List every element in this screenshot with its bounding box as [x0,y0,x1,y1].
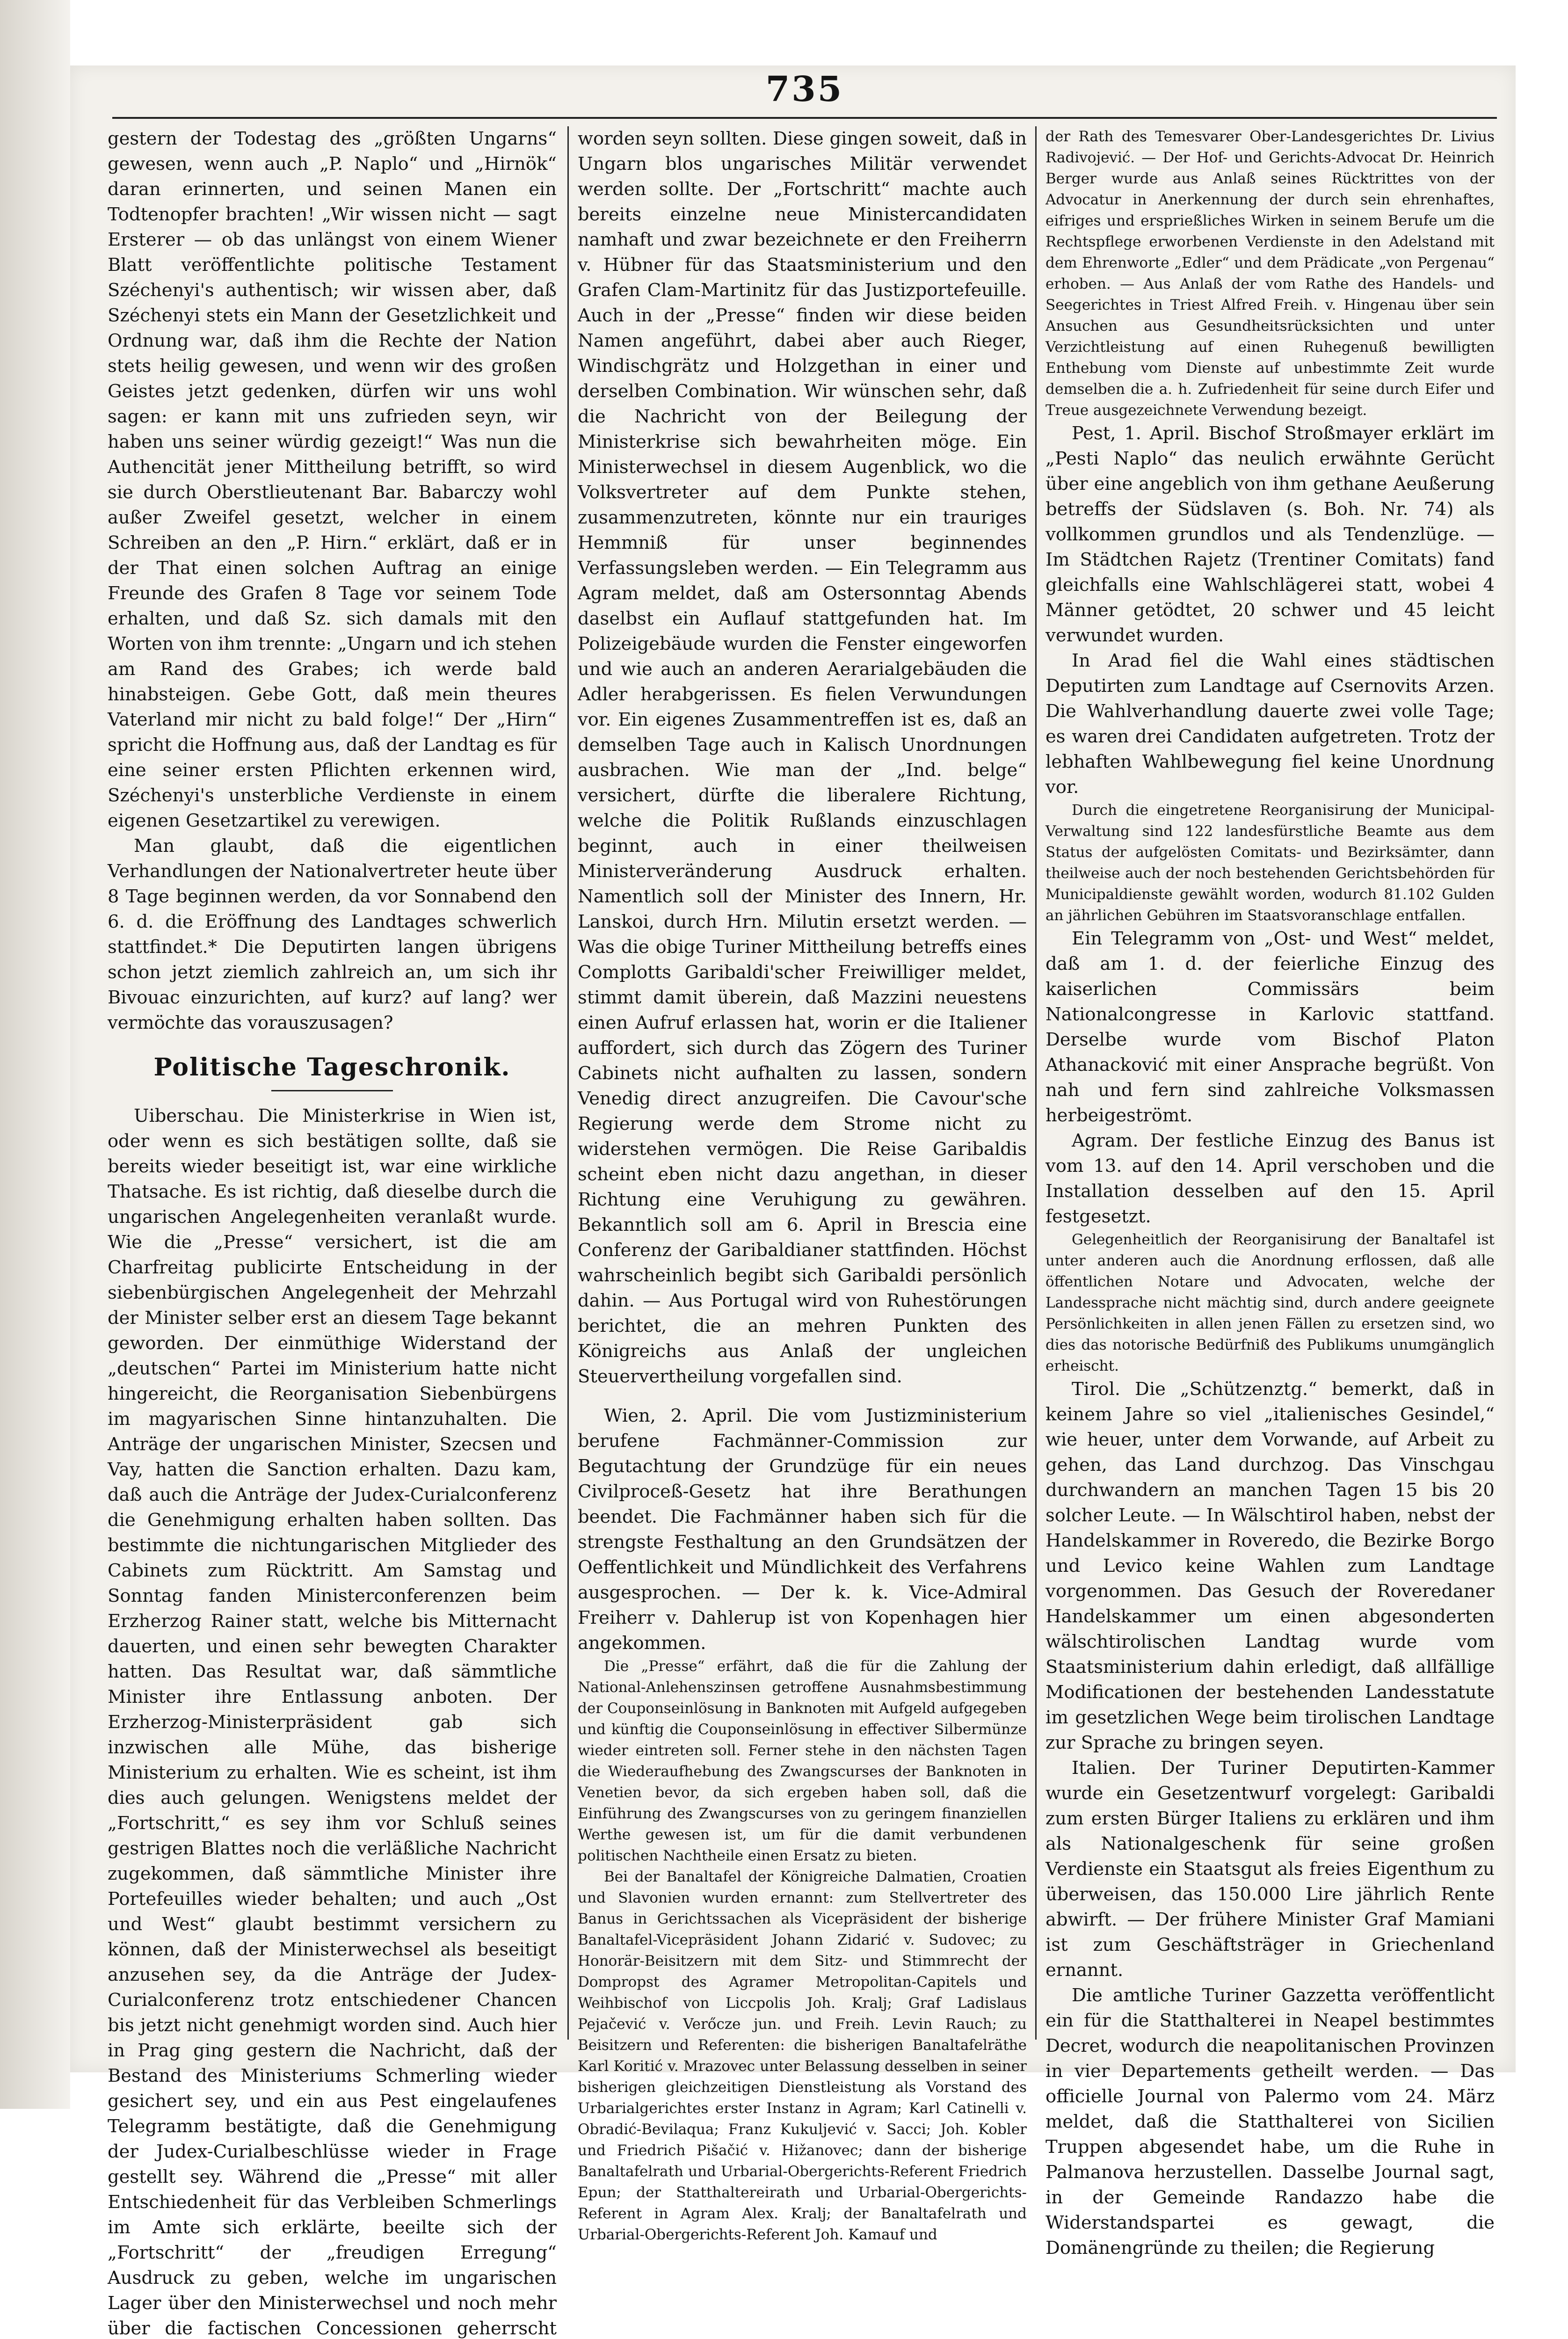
paragraph: Italien. Der Turiner Deputirten-Kammer wurde ein Gesetzentwurf vorgelegt: Garibaldi zum ersten Bürger Italiens zu erklären und ihm als Nationalgeschenk für seine großen Verdienste ein Staatsgut als freies Eigenthum zu überweisen, das 150.000 Lire jährlich Rente abwirft. — Der frühere Minister Graf Mamiani ist zum Geschäftsträger in Griechenland ernannt. [1045,1758,1495,1981]
paragraph: gestern der Todestag des „größten Ungarns“ gewesen, wenn auch „P. Naplo“ und „Hirnök“ daran erinnerten, und seinen Manen ein Todtenopfer brachten! „Wir wissen nicht — sagt Ersterer — ob das unlängst von einem Wiener Blatt veröffentlichte politische Testament Széchenyi's authentisch; wir wissen aber, daß Széchenyi stets ein Mann der Gesetzlichkeit und Ordnung war, daß ihm die Rechte der Nation stets heilig gewesen, und wenn wir des großen Geistes jetzt gedenken, dürfen wir uns wohl sagen: er kann mit uns zufrieden seyn, wir haben uns seiner würdig gezeigt!“ Was nun die Authencität jener Mittheilung betrifft, so wird sie durch Oberstlieutenant Bar. Babarczy wohl außer Zweifel gesetzt, welcher in einem Schreiben an den „P. Hirn.“ erklärt, daß er in der That einen solchen Auftrag an einige Freunde des Grafen 8 Tage vor seinem Tode erhalten, und daß Sz. sich damals mit den Worten von ihm trennte: „Ungarn und ich stehen am Rand des Grabes; ich werde bald hinabsteigen. Gebe Gott, daß mein theures Vaterland mir nicht zu bald folge!“ Der „Hirn“ spricht die Hoffnung aus, daß der Landtag es für eine seiner ersten Pflichten erkennen wird, Széchenyi's unsterbliche Verdienste in einem eigenen Gesetzartikel zu verewigen. [108,128,557,831]
page-number: 735 [765,69,844,109]
column-3 [1045,126,1495,2259]
paragraph: Agram. Der festliche Einzug des Banus ist vom 13. auf den 14. April verschoben und die Installation desselben auf den 15. April festgesetzt. [1045,1130,1495,1227]
column-rule [1035,126,1037,2040]
column-1 [108,126,557,2339]
heading-rule [271,1090,393,1091]
paragraph: Wien, 2. April. Die vom Justizministerium berufene Fachmänner-Commission zur Begutachtung der Grundzüge für ein neues Civilproceß-Gesetz hat ihre Berathungen beendet. Die Fachmänner haben sich für die strengste Festhaltung an den Grundsätzen der Oeffentlichkeit und Mündlichkeit des Verfahrens ausgesprochen. — Der k. k. Vice-Admiral Freiherr v. Dahlerup ist von Kopenhagen hier angekommen. [578,1405,1027,1654]
header-rule [112,117,1497,119]
paragraph: Die amtliche Turiner Gazzetta veröffentlicht ein für die Statthalterei in Neapel bestimmtes Decret, wodurch die neapolitanischen Provinzen in vier Departements getheilt werden. — Das officielle Journal von Palermo vom 24. März meldet, daß die Statthalterei von Sicilien Truppen abgesendet habe, um die Ruhe in Palmanova herzustellen. Dasselbe Journal sagt, in der Gemeinde Randazzo habe die Widerstandspartei es gewagt, die Domänengründe zu theilen; die Regierung [1045,1985,1495,2259]
paragraph: Uiberschau. Die Ministerkrise in Wien ist, oder wenn es sich bestätigen sollte, daß sie bereits wieder beseitigt ist, war eine wirkliche Thatsache. Es ist richtig, daß dieselbe durch die ungarischen Angelegenheiten veranlaßt wurde. Wie die „Presse“ versichert, ist die am Charfreitag publicirte Entscheidung in der siebenbürgischen Angelegenheit der Mehrzahl der Minister selber erst an diesem Tage bekannt geworden. Der einmüthige Widerstand der „deutschen“ Partei im Ministerium hatte nicht hingereicht, die Reorganisation Siebenbürgens im magyarischen Sinne hintanzuhalten. Die Anträge der ungarischen Minister, Szecsen und Vay, hatten die Sanction erhalten. Dazu kam, daß auch die Anträge der Judex-Curialconferenz die Genehmigung erhalten haben sollten. Das bestimmte die nichtungarischen Mitglieder des Cabinets zum Rücktritt. Am Samstag und Sonntag fanden Ministerconferenzen beim Erzherzog Rainer statt, welche bis Mitternacht dauerten, und einen sehr bewegten Charakter hatten. Das Resultat war, daß sämmtliche Minister ihre Entlassung anboten. Der Erzherzog-Ministerpräsident gab sich inzwischen alle Mühe, das bisherige Ministerium zu erhalten. Wie es scheint, ist ihm dies auch gelungen. Wenigstens meldet der „Fortschritt,“ es sey ihm vor Schluß seines gestrigen Blattes noch die verläßliche Nachricht zugekommen, daß sämmtliche Minister ihre Portefeuilles wieder behalten; und auch „Ost und West“ glaubt bestimmt versichern zu können, daß der Ministerwechsel als beseitigt anzusehen sey, da die Anträge der Judex-Curialconferenz trotz entschiedener Chancen bis jetzt nicht genehmigt worden sind. Auch hier in Prag ging gestern die Nachricht, daß der Bestand des Ministeriums Schmerling wieder gesichert sey, und ein aus Pest eingelaufenes Telegramm bestätigte, daß die Genehmigung der Judex-Curialbeschlüsse wieder in Frage gestellt sey. Während die „Presse“ mit aller Entschiedenheit für das Verbleiben Schmerlings im Amte sich erklärte, beeilte sich der „Fortschritt“ der „freudigen Erregung“ Ausdruck zu geben, welche im ungarischen Lager über den Ministerwechsel und noch mehr über die factischen Concessionen geherrscht [108,1105,557,2339]
paragraph: Ein Telegramm von „Ost- und West“ meldet, daß am 1. d. der feierliche Einzug des kaiserlichen Commissärs beim Nationalcongresse in Karlovic stattfand. Derselbe wurde vom Bischof Platon Athanacković mit einer Ansprache begrüßt. Von nah und fern sind zahlreiche Volksmassen herbeigeströmt. [1045,928,1495,1126]
column-rule [567,126,569,2040]
small-paragraph: Gelegenheitlich der Reorganisirung der Banaltafel ist unter anderen auch die Anordnung erflossen, daß alle öffentlichen Notare und Advocaten, welche der Landessprache nicht mächtig sind, durch andere geeignete Persönlichkeiten in allen jenen Fällen zu ersetzen sind, wo dies das notorische Bedürfniß des Publikums unumgänglich erheischt. [1045,1231,1495,1374]
book-spine-shadow [0,0,70,2109]
paragraph: Man glaubt, daß die eigentlichen Verhandlungen der Nationalvertreter heute über 8 Tage beginnen werden, da vor Sonnabend den 6. d. die Eröffnung des Landtages schwerlich stattfindet.* Die Deputirten langen übrigens schon jetzt ziemlich zahlreich an, um sich ihr Bivouac einzurichten, auf kurz? auf lang? wer vermöchte das vorauszusagen? [108,835,557,1033]
small-paragraph: Die „Presse“ erfährt, daß die für die Zahlung der National-Anlehenszinsen getroffene Ausnahmsbestimmung der Couponseinlösung in Banknoten mit Aufgeld aufgegeben und künftig die Couponseinlösung in effectiver Silbermünze wieder eintreten soll. Ferner stehe in den nächsten Tagen die Wiederaufhebung des Zwangscurses der Banknoten in Venetien bevor, da sich ergeben haben soll, daß die Einführung des Zwangscurses von zu geringem finanziellen Werthe gewesen ist, um für die damit verbundenen politischen Nachtheile einen Ersatz zu bieten. [578,1658,1027,1864]
paragraph: In Arad fiel die Wahl eines städtischen Deputirten zum Landtage auf Csernovits Arzen. Die Wahlverhandlung dauerte zwei volle Tage; es waren drei Candidaten aufgetreten. Trotz der lebhaften Wahlbewegung fiel keine Unordnung vor. [1045,650,1495,798]
small-paragraph: Durch die eingetretene Reorganisirung der Municipal-Verwaltung sind 122 landesfürstliche Beamte aus dem Status der aufgelösten Comitats- und Bezirksämter, dann theilweise auch der noch bestehenden Gerichtsbehörden für Municipaldienste gewählt worden, wodurch 81.102 Gulden an jährlichen Gebühren im Staatsvoranschlage entfallen. [1045,802,1495,924]
paragraph: Pest, 1. April. Bischof Stroßmayer erklärt im „Pesti Naplo“ das neulich erwähnte Gerücht über eine angeblich von ihm gethane Aeußerung betreffs der Südslaven (s. Boh. Nr. 74) als vollkommen grundlos und als Tendenzlüge. — Im Städtchen Rajetz (Trentiner Comitats) fand gleichfalls eine Wahlschlägerei statt, wobei 4 Männer getödtet, 20 schwer und 45 leicht verwundet wurden. [1045,423,1495,646]
newspaper-page [70,65,1516,2339]
section-heading: Politische Tageschronik. [153,1053,511,1082]
paragraph: worden seyn sollten. Diese gingen soweit, daß in Ungarn blos ungarisches Militär verwendet werden sollte. Der „Fortschritt“ machte auch bereits einzelne neue Ministercandidaten namhaft und zwar bezeichnete er den Freiherrn v. Hübner für das Staatsministerium und den Grafen Clam-Martinitz für das Justizportefeuille. Auch in der „Presse“ finden wir diese beiden Namen angeführt, dabei aber auch Rieger, Windischgrätz und Holzgethan in einer und derselben Combination. Wir wünschen sehr, daß die Nachricht von der Beilegung der Ministerkrise sich bewahrheiten möge. Ein Ministerwechsel in diesem Augenblick, wo die Volksvertreter auf dem Punkte stehen, zusammenzutreten, könnte nur ein trauriges Hemmniß für unser beginnendes Verfassungsleben werden. — Ein Telegramm aus Agram meldet, daß am Ostersonntag Abends daselbst ein Auflauf stattgefunden hat. Im Polizeigebäude wurden die Fenster eingeworfen und wie auch an anderen Aerarialgebäuden die Adler herabgerissen. Es fielen Verwundungen vor. Ein eigenes Zusammentreffen ist es, daß an demselben Tage auch in Kalisch Unordnungen ausbrachen. Wie man der „Ind. belge“ versichert, dürfte die liberalere Richtung, welche die Politik Rußlands einzuschlagen beginnt, auch in einer theilweisen Ministerveränderung Ausdruck erhalten. Namentlich soll der Minister des Innern, Hr. Lanskoi, durch Hrn. Milutin ersetzt werden. — Was die obige Turiner Mittheilung betreffs eines Complotts Garibaldi'scher Freiwilliger meldet, stimmt damit überein, daß Mazzini neuestens einen Aufruf erlassen hat, worin er die Italiener auffordert, sich durch das Zögern des Turiner Cabinets nicht aufhalten zu lassen, sondern Venedig direct anzugreifen. Die Cavour'sche Regierung werde dem Strome nicht zu widerstehen vermögen. Die Reise Garibaldis scheint eben nicht dazu angethan, in dieser Richtung eine Veruhigung zu gewähren. Bekanntlich soll am 6. April in Brescia eine Conferenz der Garibaldianer stattfinden. Höchst wahrscheinlich begibt sich Garibaldi persönlich dahin. — Aus Portugal wird von Ruhestörungen berichtet, die an mehren Punkten des Königreichs aus Anlaß der ungleichen Steuervertheilung vorgefallen sind. [578,128,1027,1387]
small-paragraph: Bei der Banaltafel der Königreiche Dalmatien, Croatien und Slavonien wurden ernannt: zum Stellvertreter des Banus in Gerichtssachen als Vicepräsident der bisherige Banaltafel-Vicepräsident Johann Zidarić v. Sudovec; zu Honorär-Beisitzern mit dem Sitz- und Stimmrecht der Dompropst des Agramer Metropolitan-Capitels und Weihbischof von Liccpolis Joh. Kralj; Graf Ladislaus Pejačević v. Verőcze jun. und Freih. Levin Rauch; zu Beisitzern und Referenten: die bisherigen Banaltafelräthe Karl Koritić v. Mrazovec unter Belassung desselben in seiner bisherigen gleichzeitigen Dienstleistung als Vorstand des Urbarialgerichtes erster Instanz in Agram; Karl Catinelli v. Obradić-Bevilaqua; Franz Kukuljević v. Sacci; Joh. Kobler und Friedrich Pišačić v. Hižanovec; dann der bisherige Banaltafelrath und Urbarial-Obergerichts-Referent Friedrich Epun; der Statthaltereirath und Urbarial-Obergerichts-Referent in Agram Alex. Kralj; der Banaltafelrath und Urbarial-Obergerichts-Referent Joh. Kamauf und [578,1868,1027,2243]
paragraph: Tirol. Die „Schützenztg.“ bemerkt, daß in keinem Jahre so viel „italienisches Gesindel,“ wie heuer, unter dem Vorwande, auf Arbeit zu gehen, das Land durchzog. Das Vinschgau durchwandern an manchen Tagen 15 bis 20 solcher Leute. — In Wälschtirol haben, nebst der Handelskammer in Roveredo, die Bezirke Borgo und Levico keine Wahlen zum Landtage vorgenommen. Das Gesuch der Roveredaner Handelskammer um einen abgesonderten wälschtirolischen Landtag wurde vom Staatsministerium dahin erledigt, daß allfällige Modificationen der bestehenden Landesstatute im gesetzlichen Wege beim tirolischen Landtage zur Sprache zu bringen seyen. [1045,1379,1495,1753]
column-2 [578,126,1027,2243]
small-paragraph: der Rath des Temesvarer Ober-Landesgerichtes Dr. Livius Radivojević. — Der Hof- und Gerichts-Advocat Dr. Heinrich Berger wurde aus Anlaß seines Rücktrittes von der Advocatur in Anerkennung der durch sein ehrenhaftes, eifriges und ersprießliches Wirken in seinem Berufe um die Rechtspflege erworbenen Verdienste in den Adelstand mit dem Ehrenworte „Edler“ und dem Prädicate „von Pergenau“ erhoben. — Aus Anlaß der vom Rathe des Handels- und Seegerichtes in Triest Alfred Freih. v. Hingenau über sein Ansuchen aus Gesundheitsrücksichten und unter Verzichtleistung auf einen Ruhegenuß bewilligten Enthebung vom Dienste auf unbestimmte Zeit wurde demselben die a. h. Zufriedenheit für seine durch Eifer und Treue ausgezeichnete Verwendung bezeigt. [1045,128,1495,419]
